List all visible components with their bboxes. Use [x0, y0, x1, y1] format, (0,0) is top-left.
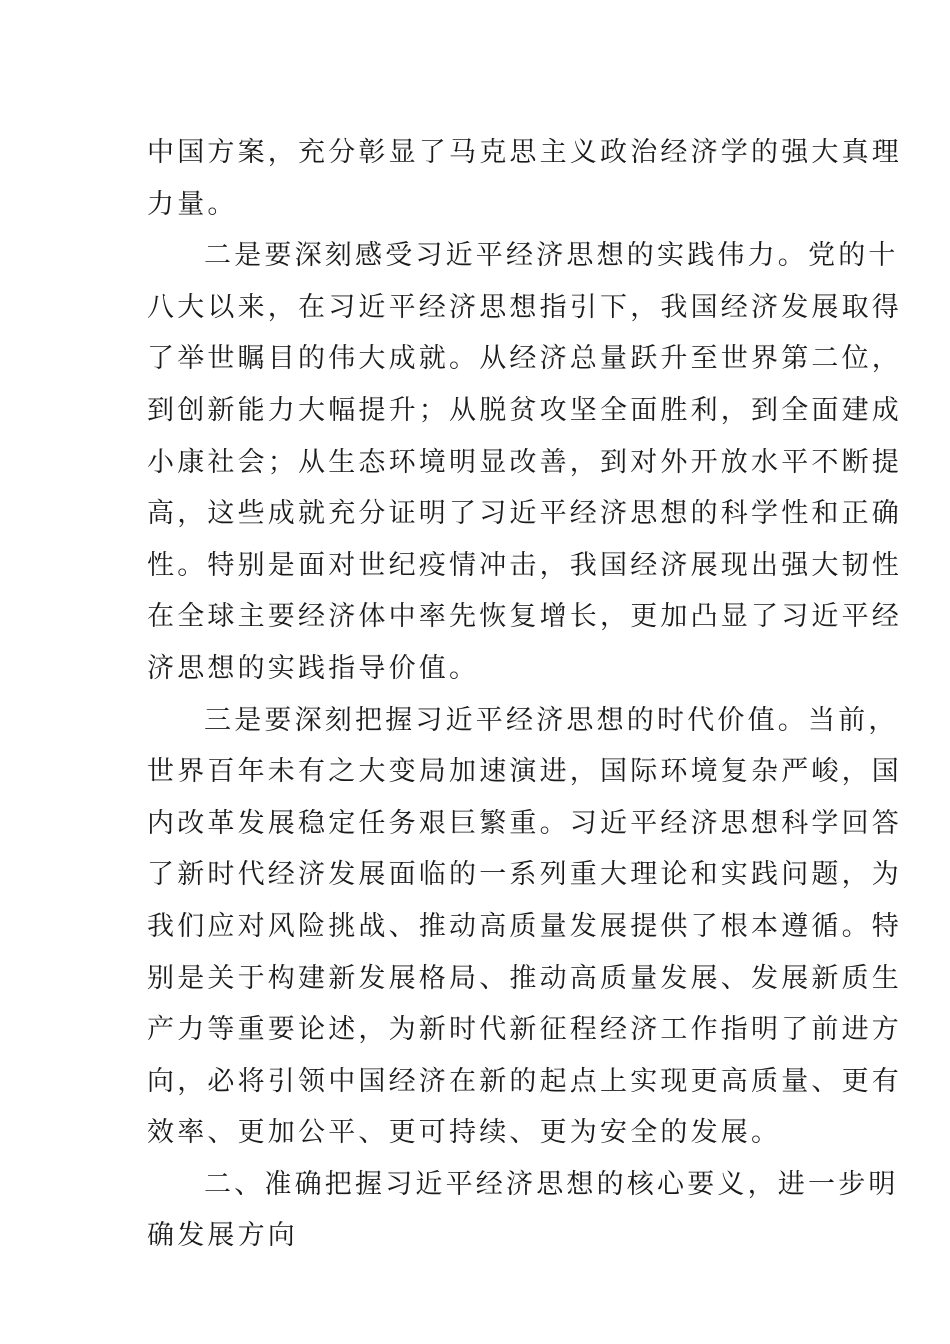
text-line: 别是关于构建新发展格局、推动高质量发展、发展新质生: [147, 962, 902, 994]
text-line: 力量。: [147, 188, 238, 220]
paragraph-start-line: 二是要深刻感受习近平经济思想的实践伟力。党的十: [204, 240, 899, 272]
text-line: 性。特别是面对世纪疫情冲击，我国经济展现出强大韧性: [147, 549, 902, 581]
text-line: 八大以来，在习近平经济思想指引下，我国经济发展取得: [147, 291, 902, 323]
text-line: 世界百年未有之大变局加速演进，国际环境复杂严峻，国: [147, 756, 902, 788]
section-heading-line: 确发展方向: [147, 1220, 298, 1252]
text-line: 向，必将引领中国经济在新的起点上实现更高质量、更有: [147, 1065, 902, 1097]
text-line: 到创新能力大幅提升；从脱贫攻坚全面胜利，到全面建成: [147, 394, 902, 426]
text-line: 小康社会；从生态环境明显改善，到对外开放水平不断提: [147, 446, 902, 478]
text-line: 了新时代经济发展面临的一系列重大理论和实践问题，为: [147, 859, 902, 891]
text-line: 我们应对风险挑战、推动高质量发展提供了根本遵循。特: [147, 910, 902, 942]
text-line: 中国方案，充分彰显了马克思主义政治经济学的强大真理: [147, 137, 902, 168]
text-line: 济思想的实践指导价值。: [147, 652, 480, 684]
text-line: 效率、更加公平、更可持续、更为安全的发展。: [147, 1117, 782, 1149]
text-line: 内改革发展稳定任务艰巨繁重。习近平经济思想科学回答: [147, 807, 902, 839]
body-text: [147, 127, 902, 1262]
section-heading-line: 二、准确把握习近平经济思想的核心要义，进一步明: [204, 1168, 899, 1200]
text-line: 产力等重要论述，为新时代新征程经济工作指明了前进方: [147, 1014, 902, 1046]
text-line: 了举世瞩目的伟大成就。从经济总量跃升至世界第二位，: [147, 343, 902, 375]
paragraph-start-line: 三是要深刻把握习近平经济思想的时代价值。当前，: [204, 704, 899, 736]
text-line: 在全球主要经济体中率先恢复增长，更加凸显了习近平经: [147, 601, 902, 633]
text-line: 高，这些成就充分证明了习近平经济思想的科学性和正确: [147, 498, 902, 530]
